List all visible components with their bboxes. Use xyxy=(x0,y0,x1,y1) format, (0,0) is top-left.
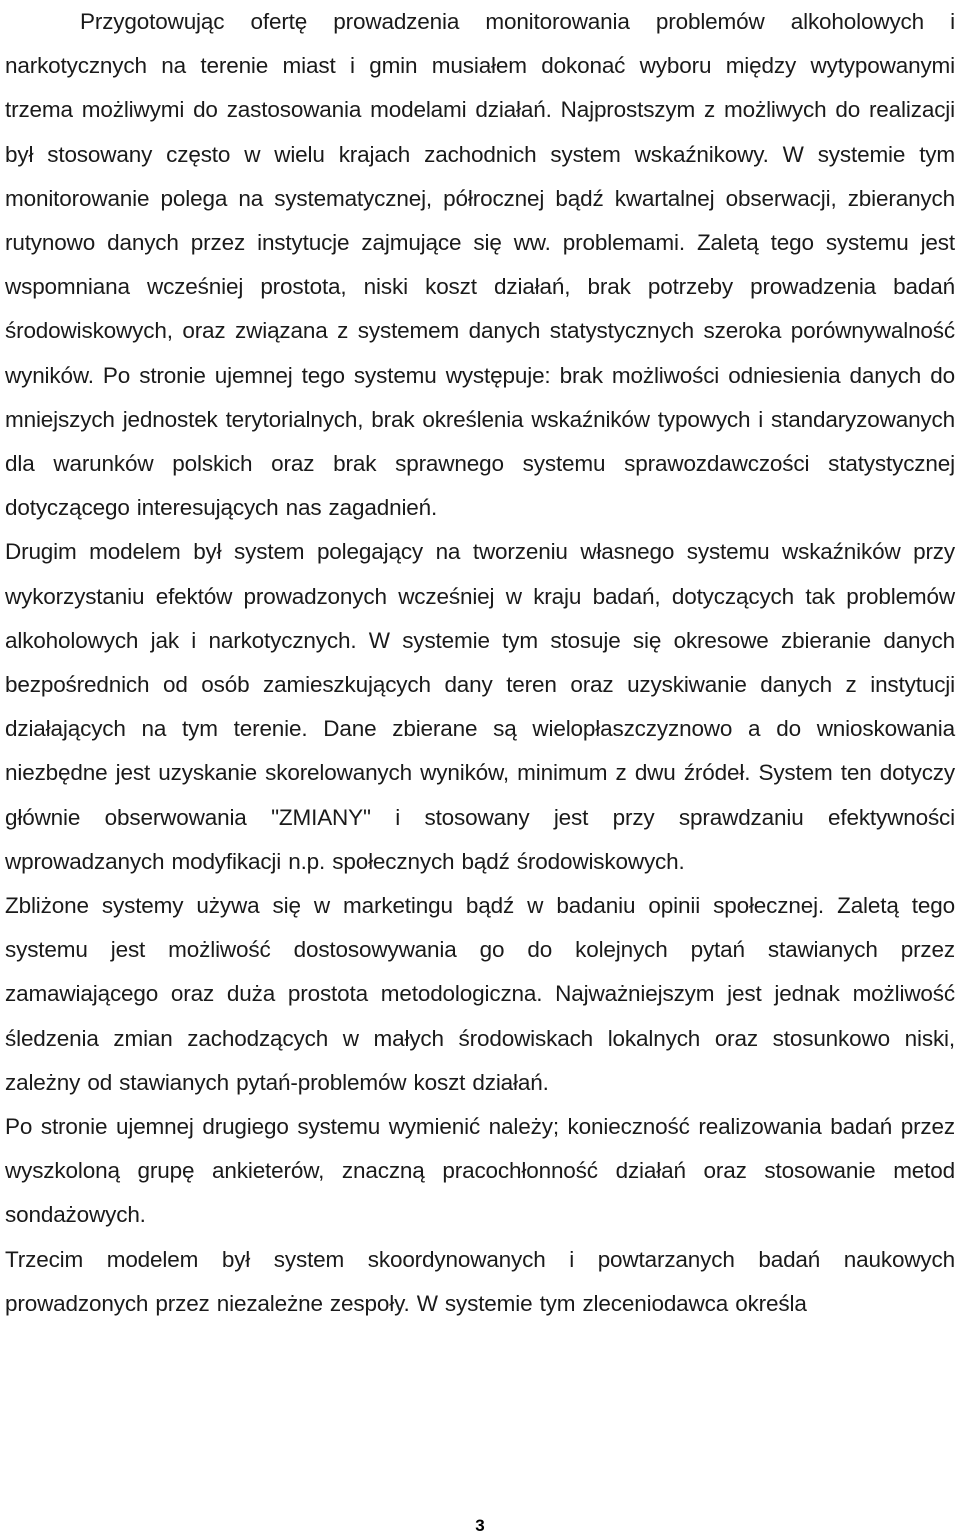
paragraph-1: Przygotowując ofertę prowadzenia monitorowania problemów alkoholowych i narkotycznych na terenie miast i gmin musiałem dokonać wyboru między wytypowanymi trzema możliwymi do zastosowania modelami działań. Najprostszym z możliwych do realizacji był stosowany często w wielu krajach zachodnich system wskaźnikowy. W systemie tym monitorowanie polega na systematycznej, półrocznej bądź kwartalnej obserwacji, zbieranych rutynowo danych przez instytucje zajmujące się ww. problemami. Zaletą tego systemu jest wspomniana wcześniej prostota, niski koszt działań, brak potrzeby prowadzenia badań środowiskowych, oraz związana z systemem danych statystycznych szeroka porównywalność wyników. Po stronie ujemnej tego systemu występuje: brak możliwości odniesienia danych do mniejszych jednostek terytorialnych, brak określenia wskaźników typowych i standaryzowanych dla warunków polskich oraz brak sprawnego systemu sprawozdawczości statystycznej dotyczącego interesujących nas zagadnień. xyxy=(5,9,955,521)
paragraph-4: Po stronie ujemnej drugiego systemu wymienić należy; konieczność realizowania badań przez wyszkoloną grupę ankieterów, znaczną pracochłonność działań oraz stosowanie metod sondażowych. xyxy=(5,1114,955,1228)
paragraph-3: Zbliżone systemy używa się w marketingu bądź w badaniu opinii społecznej. Zaletą tego systemu jest możliwość dostosowywania go do kolejnych pytań stawianych przez zamawiającego oraz duża prostota metodologiczna. Najważniejszym jest jednak możliwość śledzenia zmian zachodzących w małych środowiskach lokalnych oraz stosunkowo niski, zależny od stawianych pytań-problemów koszt działań. xyxy=(5,893,955,1095)
page-number: 3 xyxy=(475,1516,485,1535)
paragraph-5: Trzecim modelem był system skoordynowanych i powtarzanych badań naukowych prowadzonych przez niezależne zespoły. W systemie tym zleceniodawca określa xyxy=(5,1246,955,1316)
document-page xyxy=(5,0,955,1326)
paragraph-2: Drugim modelem był system polegający na tworzeniu własnego systemu wskaźników przy wykorzystaniu efektów prowadzonych wcześniej w kraju badań, dotyczących tak problemów alkoholowych jak i narkotycznych. W systemie tym stosuje się okresowe zbieranie danych bezpośrednich od osób zamieszkujących dany teren oraz uzyskiwanie danych z instytucji działających na tym terenie. Dane zbierane są wielopłaszczyznowo a do wnioskowania niezbędne jest uzyskanie skorelowanych wyników, minimum z dwu źródeł. System ten dotyczy głównie obserwowania "ZMIANY" i stosowany jest przy sprawdzaniu efektywności wprowadzanych modyfikacji n.p. społecznych bądź środowiskowych. xyxy=(5,539,955,874)
